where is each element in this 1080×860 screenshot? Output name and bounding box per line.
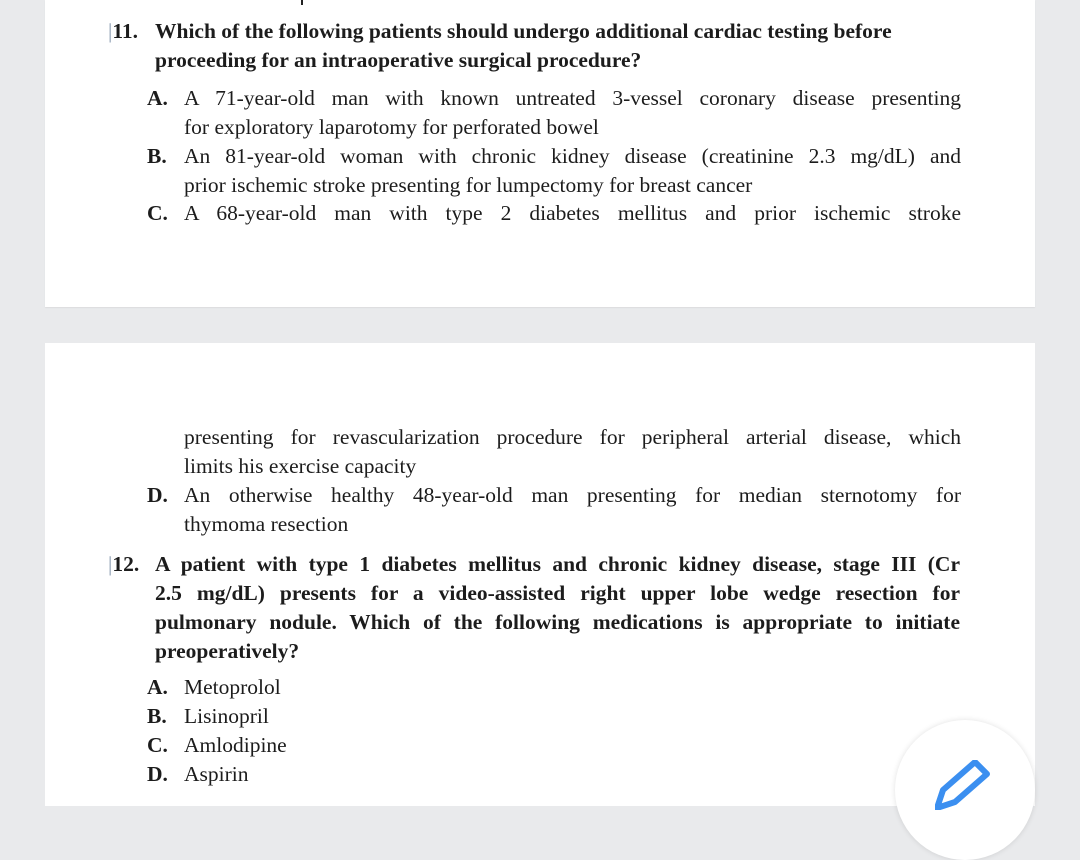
option-text: An otherwise healthy 48-year-old man presenting for median sternotomy for bbox=[184, 483, 961, 507]
question-stem-line: Which of the following patients should undergo additional cardiac testing before bbox=[155, 19, 892, 43]
question-stem-line: 2.5 mg/dL) presents for a video-assisted right upper lobe wedge resection for bbox=[155, 581, 960, 605]
option-text: A 71-year-old man with known untreated 3-vessel coronary disease presenting bbox=[184, 86, 961, 110]
option-text: limits his exercise capacity bbox=[184, 454, 417, 478]
option-letter: D. bbox=[147, 762, 168, 786]
question-stem-line: preoperatively? bbox=[155, 639, 300, 663]
option-text: presenting for revascularization procedure for peripheral arterial disease, which bbox=[184, 425, 961, 449]
option-text: thymoma resection bbox=[184, 512, 349, 536]
option-letter: B. bbox=[147, 144, 167, 168]
option-text: Metoprolol bbox=[184, 675, 281, 699]
document-page-1 bbox=[45, 0, 1035, 307]
option-letter: A. bbox=[147, 86, 168, 110]
option-text: prior ischemic stroke presenting for lumpectomy for breast cancer bbox=[184, 173, 753, 197]
option-letter: C. bbox=[147, 201, 168, 225]
annotate-button[interactable] bbox=[895, 720, 1035, 860]
question-number: |12. bbox=[108, 552, 140, 576]
page-mark bbox=[301, 0, 303, 5]
option-text: Amlodipine bbox=[184, 733, 287, 757]
question-stem-line: pulmonary nodule. Which of the following medications is appropriate to initiate bbox=[155, 610, 960, 634]
option-letter: C. bbox=[147, 733, 168, 757]
option-letter: B. bbox=[147, 704, 167, 728]
question-stem-line: proceeding for an intraoperative surgical procedure? bbox=[155, 48, 642, 72]
option-text: An 81-year-old woman with chronic kidney disease (creatinine 2.3 mg/dL) and bbox=[184, 144, 961, 168]
question-stem-line: A patient with type 1 diabetes mellitus and chronic kidney disease, stage III (Cr bbox=[155, 552, 960, 576]
option-text: Aspirin bbox=[184, 762, 249, 786]
option-letter: D. bbox=[147, 483, 168, 507]
option-letter: A. bbox=[147, 675, 168, 699]
document-page-2 bbox=[45, 343, 1035, 806]
pencil-icon bbox=[935, 760, 995, 810]
option-text: A 68-year-old man with type 2 diabetes mellitus and prior ischemic stroke bbox=[184, 201, 961, 225]
option-text: for exploratory laparotomy for perforated bowel bbox=[184, 115, 599, 139]
question-number: |11. bbox=[108, 19, 139, 43]
option-text: Lisinopril bbox=[184, 704, 269, 728]
